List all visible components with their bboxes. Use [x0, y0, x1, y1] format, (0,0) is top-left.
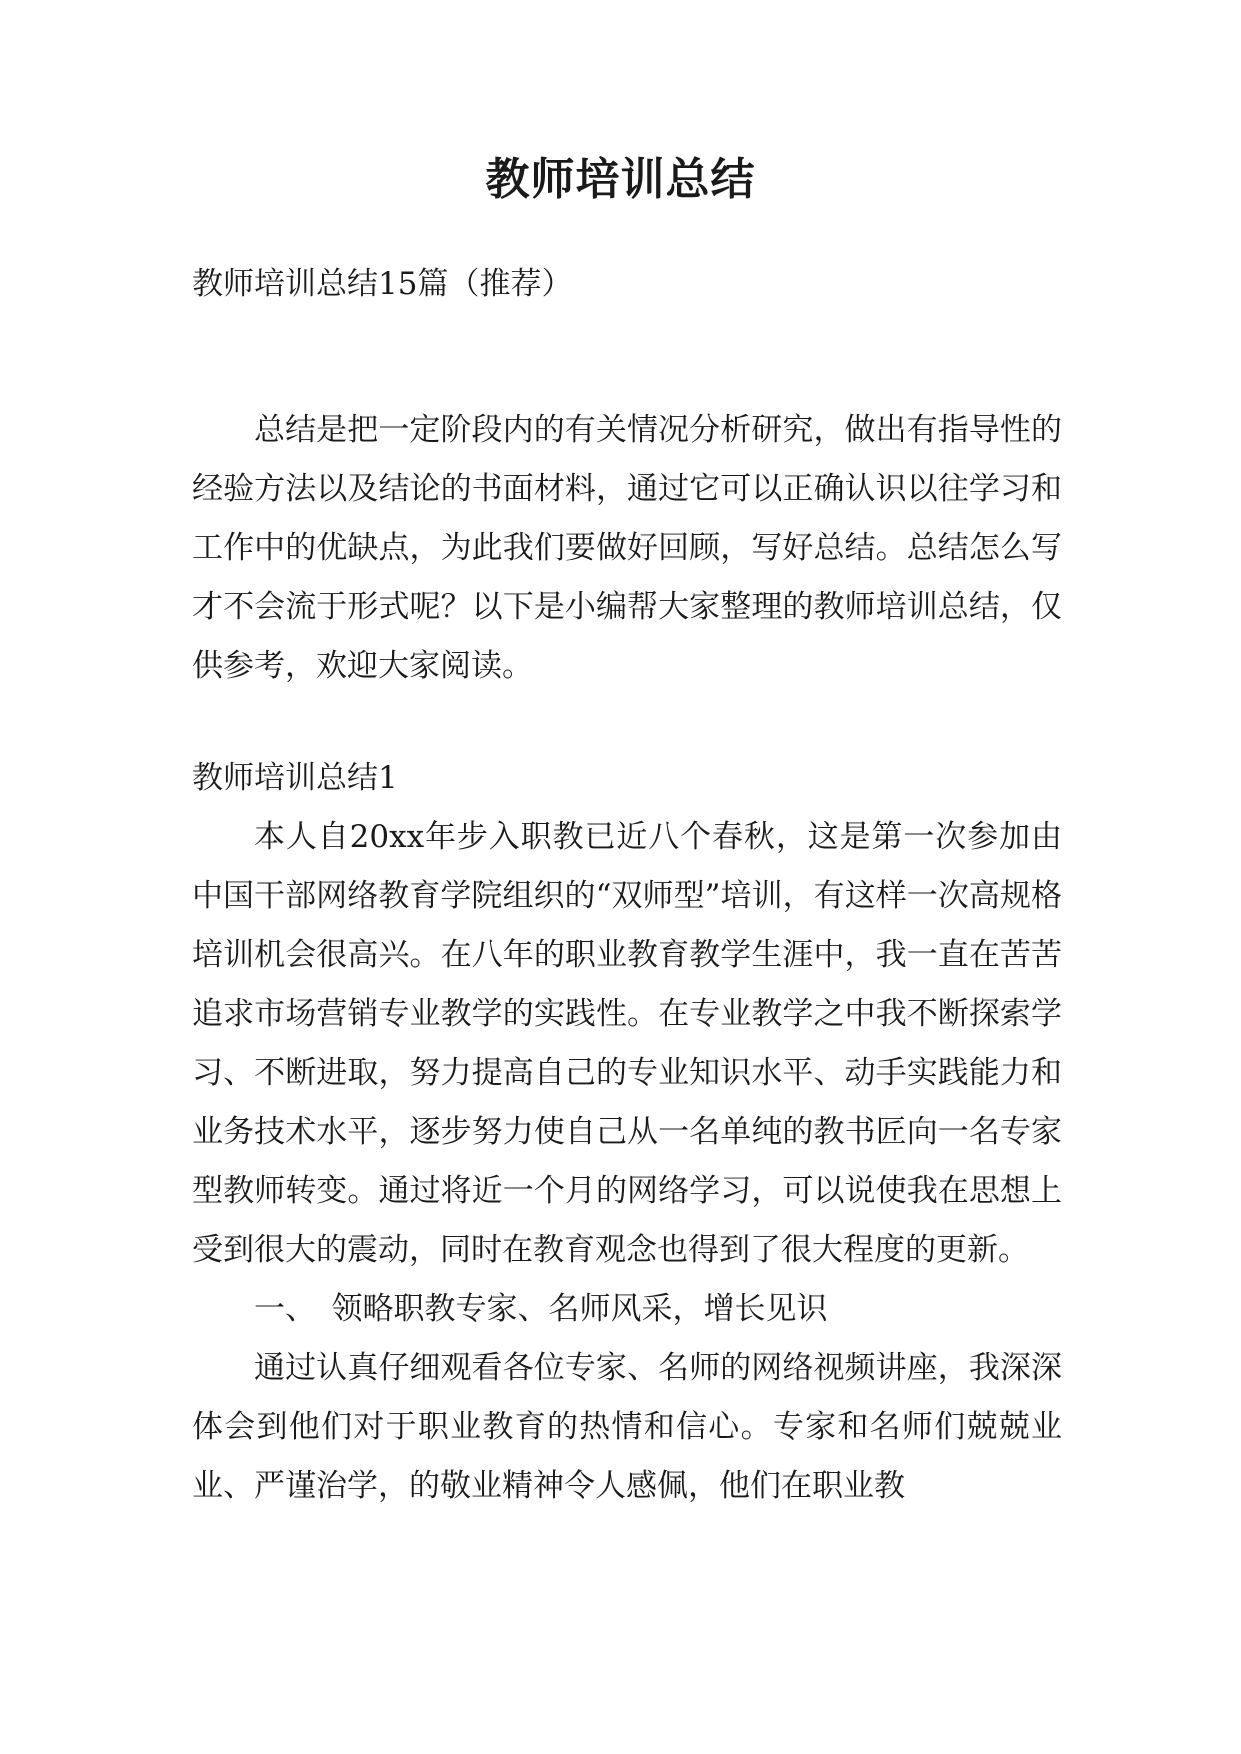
- section-heading: 教师培训总结1: [192, 760, 398, 796]
- subsection-heading: 一、 领略职教专家、名师风采，增长见识: [254, 1291, 828, 1327]
- document-subtitle: 教师培训总结15篇（推荐）: [192, 266, 573, 302]
- body-paragraph: 本人自20xx年步入职教已近八个春秋，这是第一次参加由中国干部网络教育学院组织的“双师型”培训，有这样一次高规格培训机会很高兴。在八年的职业教育教学生涯中，我一直在苦苦追求市场营销专业教学的实践性。在专业教学之中我不断探索学习、不断进取，努力提高自己的专业知识水平、动手实践能力和业务技术水平，逐步努力使自己从一名单纯的教书匠向一名专家型教师转变。通过将近一个月的网络学习，可以说使我在思想上受到很大的震动，同时在教育观念也得到了很大程度的更新。: [192, 819, 1062, 1268]
- section-body: [192, 808, 1062, 1516]
- document-title: 教师培训总结: [485, 154, 756, 205]
- body-paragraph: 通过认真仔细观看各位专家、名师的网络视频讲座，我深深体会到他们对于职业教育的热情和信心。专家和名师们兢兢业业、严谨治学，的敬业精神令人感佩，他们在职业教: [192, 1350, 1062, 1504]
- intro-paragraph: 总结是把一定阶段内的有关情况分析研究，做出有指导性的经验方法以及结论的书面材料，通过它可以正确认识以往学习和工作中的优缺点，为此我们要做好回顾，写好总结。总结怎么写才不会流于形式呢？以下是小编帮大家整理的教师培训总结，仅供参考，欢迎大家阅读。: [192, 412, 1062, 684]
